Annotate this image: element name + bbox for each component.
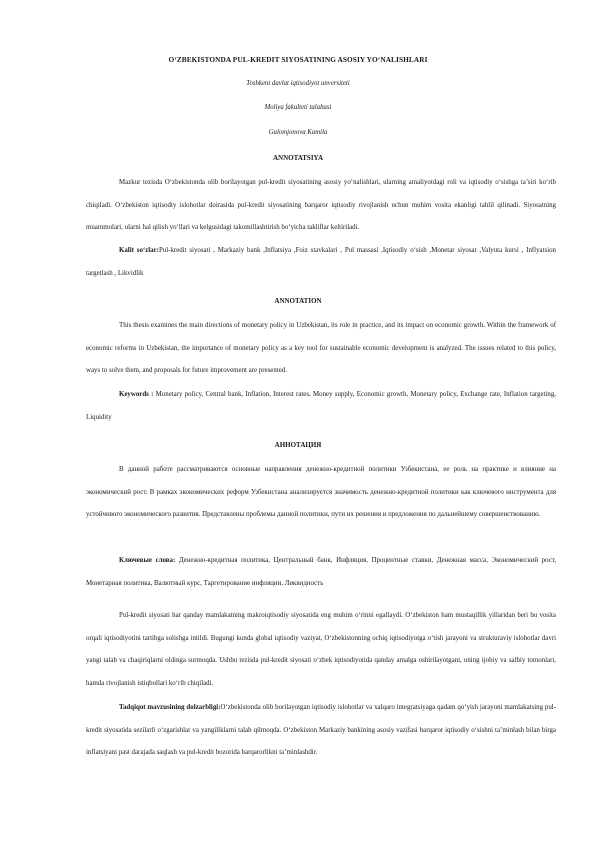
keywords-label-uz: Kalit so‘zlar: xyxy=(119,247,159,254)
keywords-en xyxy=(86,384,556,429)
heading-annotatsiya-ru: АННОТАЦИЯ xyxy=(274,441,322,449)
keywords-text-en: Monetary policy, Central bank, Inflation, Interest rates, Money supply, Economic growth, Monetary policy, Exchange rate, Inflation targeting, Liquidity xyxy=(86,391,557,421)
heading-annotatsiya: ANNOTATSIYA xyxy=(272,154,324,162)
abstract-en: This thesis examines the main directions of monetary policy in Uzbekistan, its role in practice, and its impact on economic growth. Within the framework of economic reforms in Uzbekistan, the importance of monetary policy as a key tool for sustainable economic development is analyzed. The issues related to this policy, ways to solve them, and proposals for future improvement are presented. xyxy=(86,322,556,375)
relevance-text: O‘zbekistonda olib borilayotgan iqtisodiy islohotlar va xalqaro integratsiyaga qadam qo‘yish jarayoni mamlakatsing pul-kredit siyosatida sezilarli o‘zgarishlar va yangiliklarni talab qilmoqda. O‘zbekiston Markaziy bankining asosiy vazifasi barqaror iqtisodiy o‘sishni ta’minlash bilan birga inflatsiyani past darajada saqlash va pul-kredit bozorida barqarorlikni ta’minlashdir. xyxy=(86,704,556,757)
abstract-ru: В данной работе рассматриваются основные направления денежно-кредитной политики Узбекистана, ее роль на практике и влияние на экономический рост. В рамках экономических реформ Узбекистана анализируется значимость денежно-кредитной политики как ключевого инструмента для устойчивого экономического развития. Представлены проблемы данной политики, пути их решения и предложения по дальнейшему совершенствованию. xyxy=(86,466,556,519)
keywords-ru xyxy=(86,550,556,595)
heading-annotation: ANNOTATION xyxy=(274,297,322,305)
paper-title: O‘ZBEKISTONDA PUL-KREDIT SIYOSATINING ASOSIY YO‘NALISHLARI xyxy=(168,55,428,64)
body-relevance xyxy=(86,697,556,765)
keywords-uz xyxy=(86,240,556,285)
body-intro: Pul-kredit siyosati har qanday mamlakatning makroiqtisodiy siyosatida eng muhim o‘rinni egallaydi. O‘zbekiston ham mustaqillik yillaridan beri bu vosita orqali iqtisodiyotini tartibga solishga intildi. Bugungi kunda global iqtisodiy vaziyat, O‘zbekistonning ochiq iqtisodiyotga o‘tish jarayoni va strukturaviy islohotlar davri yangi talab va chaqiriqlarni oldinga surmoqda. Ushbu tezisda pul-kredit siyosati o‘zbek iqtisodiyotida qanday amalga oshirilayotgani, uning ijobiy va salbiy tomonlari, hamda rivojlanish istiqbollari ko‘rib chiqiladi. xyxy=(86,612,556,688)
keywords-label-ru: Ключевые слова: xyxy=(119,557,176,564)
relevance-label: Tadqiqot mavzusining dolzarbligi: xyxy=(119,704,221,711)
keywords-label-en: Keywords : xyxy=(119,391,154,398)
abstract-uz: Mazkur tezisda O‘zbekistonda olib borilayotgan pul-kredit siyosatining asosiy yo‘nalishlari, ularning amaliyotdagi roli va iqtisodiy o‘sishga ta’siri ko‘rib chiqiladi. O‘zbekiston iqtisodiy islohotlar doirasida pul-kredit siyosatining barqaror iqtisodiy rivojlanish uchun muhim vosita ekanligi tahlil qilinadi. Siyosatning muammolari, ularni hal qilish yo‘llari va kelgusidagi takomillashtirish bo‘yicha takliflar keltiriladi. xyxy=(86,179,556,232)
author-name: Gulomjonova Kamila xyxy=(268,129,328,136)
university-name: Toshkent davlat iqtisodiyot unversiteti xyxy=(246,80,350,87)
keywords-text-uz: Pul-kredit siyosati , Markaziy bank ,Inflatsiya ,Foiz stavkalari , Pul massasi ,Iqtisodiy o‘sish ,Monetar siyosat ,Valyuta kursi , Inflyatsion targetlash , Likvidlik xyxy=(86,247,556,277)
keywords-text-ru: Денежно-кредитная политика, Центральный банк, Инфляция, Процентные ставки, Денежная масса, Экономический рост, Монетарная политика, Валютный курс, Таргетирование инфляции, Ликвидность xyxy=(86,557,556,587)
faculty-name: Moliya fakulteti talabasi xyxy=(264,104,332,111)
